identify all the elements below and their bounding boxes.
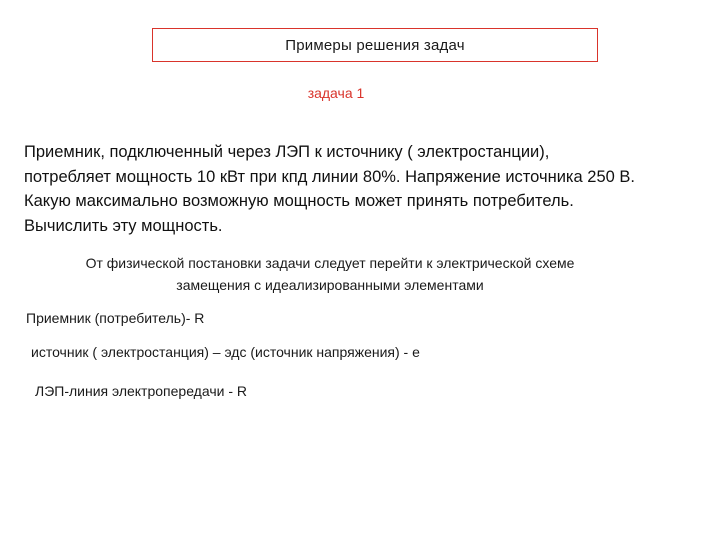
problem-line: Приемник, подключенный через ЛЭП к источнику ( электростанции), <box>24 143 550 161</box>
method-note <box>20 252 640 296</box>
problem-line: потребляет мощность 10 кВт при кпд линии 80%. Напряжение источника 250 В. <box>24 167 635 186</box>
note-line: замещения с идеализированными элементами <box>176 277 484 293</box>
definition-line: ЛЭП-линия электропередачи - R <box>35 383 247 399</box>
task-label: задача 1 <box>307 85 365 101</box>
problem-line: Вычислить эту мощность. <box>24 216 223 235</box>
title-box <box>152 28 598 62</box>
problem-statement <box>24 140 708 238</box>
note-line: От физической постановки задачи следует перейти к электрической схеме <box>85 255 575 271</box>
slide-title: Примеры решения задач <box>285 36 465 54</box>
definition-receiver: Приемник (потребитель)- R <box>26 310 205 326</box>
definition-source: источник ( электростанция) – эдс (источник напряжения) - е <box>31 344 420 360</box>
problem-line: Какую максимально возможную мощность может принять потребитель. <box>24 192 574 210</box>
